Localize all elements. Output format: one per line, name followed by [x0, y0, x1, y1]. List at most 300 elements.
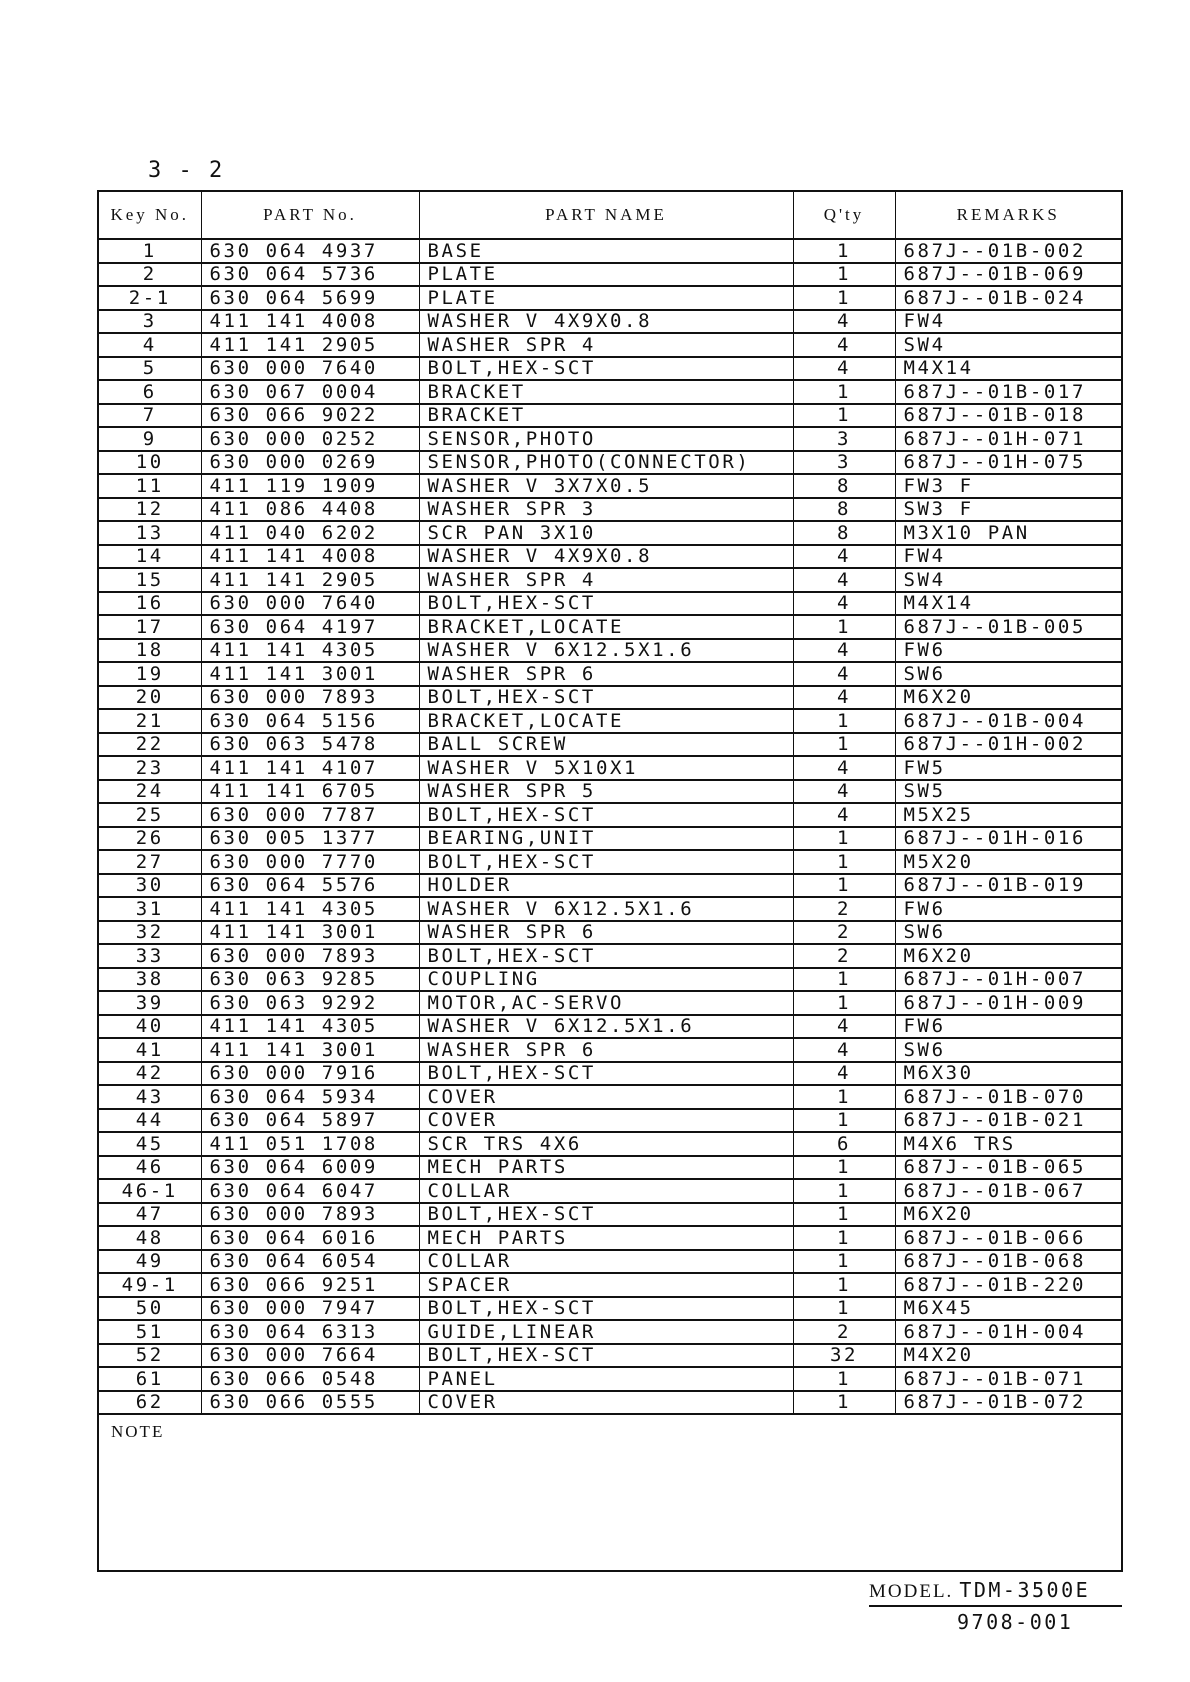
table-row: [99, 1062, 1121, 1086]
part-no-cell: 411 141 2905: [201, 568, 419, 592]
remarks-cell: 687J--01B-017: [895, 380, 1121, 404]
key-no-cell: 48: [99, 1226, 201, 1250]
table-row: [99, 921, 1121, 945]
qty-cell: 1: [793, 1273, 895, 1297]
qty-cell: 2: [793, 1320, 895, 1344]
document-number: 9708-001: [957, 1610, 1074, 1634]
model-line: [869, 1578, 1122, 1607]
table-row: [99, 639, 1121, 663]
key-no-cell: 39: [99, 991, 201, 1015]
key-no-cell: 25: [99, 803, 201, 827]
table-row: [99, 780, 1121, 804]
header-part-name: PART NAME: [419, 192, 793, 239]
part-name-cell: BALL SCREW: [419, 733, 793, 757]
part-name-cell: BRACKET,LOCATE: [419, 615, 793, 639]
part-name-cell: HOLDER: [419, 874, 793, 898]
remarks-cell: FW4: [895, 310, 1121, 334]
remarks-cell: 687J--01B-067: [895, 1179, 1121, 1203]
remarks-cell: 687J--01H-007: [895, 968, 1121, 992]
key-no-cell: 6: [99, 380, 201, 404]
table-row: [99, 380, 1121, 404]
qty-cell: 2: [793, 897, 895, 921]
key-no-cell: 1: [99, 239, 201, 263]
key-no-cell: 46: [99, 1156, 201, 1180]
part-name-cell: MECH PARTS: [419, 1156, 793, 1180]
key-no-cell: 2: [99, 263, 201, 287]
table-row: [99, 1344, 1121, 1368]
part-no-cell: 411 141 2905: [201, 333, 419, 357]
key-no-cell: 62: [99, 1391, 201, 1415]
remarks-cell: FW6: [895, 897, 1121, 921]
qty-cell: 1: [793, 850, 895, 874]
remarks-cell: M3X10 PAN: [895, 521, 1121, 545]
part-no-cell: 630 064 5736: [201, 263, 419, 287]
remarks-cell: M4X14: [895, 357, 1121, 381]
key-no-cell: 30: [99, 874, 201, 898]
remarks-cell: SW5: [895, 780, 1121, 804]
table-row: [99, 357, 1121, 381]
part-name-cell: WASHER SPR 6: [419, 1038, 793, 1062]
qty-cell: 4: [793, 545, 895, 569]
key-no-cell: 49-1: [99, 1273, 201, 1297]
qty-cell: 4: [793, 310, 895, 334]
table-row: [99, 874, 1121, 898]
qty-cell: 4: [793, 803, 895, 827]
remarks-cell: FW5: [895, 756, 1121, 780]
table-row: [99, 897, 1121, 921]
key-no-cell: 43: [99, 1085, 201, 1109]
key-no-cell: 23: [99, 756, 201, 780]
table-row: [99, 310, 1121, 334]
key-no-cell: 22: [99, 733, 201, 757]
remarks-cell: 687J--01B-004: [895, 709, 1121, 733]
table-row: [99, 1297, 1121, 1321]
part-name-cell: BOLT,HEX-SCT: [419, 850, 793, 874]
key-no-cell: 38: [99, 968, 201, 992]
part-name-cell: WASHER SPR 6: [419, 921, 793, 945]
part-no-cell: 411 119 1909: [201, 474, 419, 498]
part-no-cell: 630 064 6047: [201, 1179, 419, 1203]
qty-cell: 4: [793, 333, 895, 357]
part-no-cell: 630 000 0252: [201, 427, 419, 451]
part-name-cell: WASHER V 5X10X1: [419, 756, 793, 780]
part-no-cell: 630 000 7640: [201, 357, 419, 381]
table-row: [99, 1085, 1121, 1109]
part-name-cell: WASHER SPR 3: [419, 498, 793, 522]
table-row: [99, 498, 1121, 522]
part-name-cell: MOTOR,AC-SERVO: [419, 991, 793, 1015]
part-no-cell: 630 064 6054: [201, 1250, 419, 1274]
part-no-cell: 630 063 5478: [201, 733, 419, 757]
part-name-cell: GUIDE,LINEAR: [419, 1320, 793, 1344]
qty-cell: 1: [793, 1156, 895, 1180]
qty-cell: 8: [793, 498, 895, 522]
key-no-cell: 5: [99, 357, 201, 381]
qty-cell: 1: [793, 1226, 895, 1250]
table-row: [99, 686, 1121, 710]
part-name-cell: WASHER V 6X12.5X1.6: [419, 639, 793, 663]
table-row: [99, 615, 1121, 639]
qty-cell: 1: [793, 1085, 895, 1109]
key-no-cell: 21: [99, 709, 201, 733]
part-no-cell: 411 051 1708: [201, 1132, 419, 1156]
table-row: [99, 333, 1121, 357]
qty-cell: 1: [793, 615, 895, 639]
qty-cell: 1: [793, 263, 895, 287]
qty-cell: 1: [793, 1250, 895, 1274]
key-no-cell: 19: [99, 662, 201, 686]
table-row: [99, 545, 1121, 569]
remarks-cell: 687J--01B-070: [895, 1085, 1121, 1109]
table-row: [99, 1179, 1121, 1203]
key-no-cell: 10: [99, 451, 201, 475]
remarks-cell: 687J--01H-071: [895, 427, 1121, 451]
qty-cell: 1: [793, 1109, 895, 1133]
part-no-cell: 630 000 7947: [201, 1297, 419, 1321]
part-name-cell: WASHER V 6X12.5X1.6: [419, 897, 793, 921]
remarks-cell: M6X45: [895, 1297, 1121, 1321]
remarks-cell: SW6: [895, 921, 1121, 945]
qty-cell: 1: [793, 404, 895, 428]
part-no-cell: 411 141 3001: [201, 921, 419, 945]
remarks-cell: 687J--01B-018: [895, 404, 1121, 428]
remarks-cell: SW3 F: [895, 498, 1121, 522]
key-no-cell: 41: [99, 1038, 201, 1062]
model-value: TDM-3500E: [959, 1578, 1091, 1602]
key-no-cell: 50: [99, 1297, 201, 1321]
table-row: [99, 1015, 1121, 1039]
remarks-cell: FW6: [895, 639, 1121, 663]
remarks-cell: 687J--01H-075: [895, 451, 1121, 475]
qty-cell: 1: [793, 733, 895, 757]
remarks-cell: 687J--01H-016: [895, 827, 1121, 851]
header-qty: Q'ty: [793, 192, 895, 239]
table-row: [99, 404, 1121, 428]
qty-cell: 2: [793, 921, 895, 945]
part-name-cell: WASHER V 3X7X0.5: [419, 474, 793, 498]
part-name-cell: WASHER SPR 6: [419, 662, 793, 686]
part-name-cell: WASHER SPR 4: [419, 568, 793, 592]
part-name-cell: SPACER: [419, 1273, 793, 1297]
qty-cell: 1: [793, 380, 895, 404]
key-no-cell: 52: [99, 1344, 201, 1368]
part-no-cell: 630 000 7787: [201, 803, 419, 827]
part-name-cell: BRACKET: [419, 380, 793, 404]
part-name-cell: BRACKET: [419, 404, 793, 428]
table-row: [99, 1226, 1121, 1250]
part-name-cell: PLATE: [419, 263, 793, 287]
key-no-cell: 16: [99, 592, 201, 616]
qty-cell: 4: [793, 592, 895, 616]
qty-cell: 1: [793, 1367, 895, 1391]
key-no-cell: 51: [99, 1320, 201, 1344]
qty-cell: 8: [793, 474, 895, 498]
part-name-cell: COVER: [419, 1109, 793, 1133]
remarks-cell: SW6: [895, 662, 1121, 686]
table-row: [99, 1250, 1121, 1274]
qty-cell: 32: [793, 1344, 895, 1368]
part-no-cell: 630 066 9022: [201, 404, 419, 428]
remarks-cell: 687J--01B-024: [895, 286, 1121, 310]
table-row: [99, 756, 1121, 780]
table-row: [99, 944, 1121, 968]
part-name-cell: SCR PAN 3X10: [419, 521, 793, 545]
remarks-cell: 687J--01B-071: [895, 1367, 1121, 1391]
table-row: [99, 451, 1121, 475]
key-no-cell: 46-1: [99, 1179, 201, 1203]
part-no-cell: 411 141 4008: [201, 545, 419, 569]
remarks-cell: FW3 F: [895, 474, 1121, 498]
part-no-cell: 630 064 6313: [201, 1320, 419, 1344]
qty-cell: 4: [793, 686, 895, 710]
key-no-cell: 32: [99, 921, 201, 945]
qty-cell: 4: [793, 1015, 895, 1039]
part-name-cell: SCR TRS 4X6: [419, 1132, 793, 1156]
remarks-cell: M4X14: [895, 592, 1121, 616]
part-name-cell: BOLT,HEX-SCT: [419, 1344, 793, 1368]
remarks-cell: SW4: [895, 333, 1121, 357]
part-name-cell: WASHER V 4X9X0.8: [419, 310, 793, 334]
qty-cell: 4: [793, 662, 895, 686]
part-name-cell: BOLT,HEX-SCT: [419, 1062, 793, 1086]
key-no-cell: 33: [99, 944, 201, 968]
part-no-cell: 630 064 5156: [201, 709, 419, 733]
key-no-cell: 47: [99, 1203, 201, 1227]
part-no-cell: 411 141 6705: [201, 780, 419, 804]
qty-cell: 6: [793, 1132, 895, 1156]
part-no-cell: 630 000 7770: [201, 850, 419, 874]
key-no-cell: 12: [99, 498, 201, 522]
part-no-cell: 411 141 3001: [201, 662, 419, 686]
table-body: [99, 239, 1121, 1414]
part-no-cell: 630 064 5699: [201, 286, 419, 310]
remarks-cell: M5X25: [895, 803, 1121, 827]
remarks-cell: M6X20: [895, 686, 1121, 710]
part-name-cell: BOLT,HEX-SCT: [419, 803, 793, 827]
table-row: [99, 286, 1121, 310]
table-row: [99, 1367, 1121, 1391]
part-name-cell: BOLT,HEX-SCT: [419, 1297, 793, 1321]
table-row: [99, 521, 1121, 545]
qty-cell: 8: [793, 521, 895, 545]
key-no-cell: 4: [99, 333, 201, 357]
key-no-cell: 42: [99, 1062, 201, 1086]
remarks-cell: 687J--01H-009: [895, 991, 1121, 1015]
qty-cell: 1: [793, 1203, 895, 1227]
part-name-cell: BEARING,UNIT: [419, 827, 793, 851]
part-name-cell: BOLT,HEX-SCT: [419, 686, 793, 710]
qty-cell: 1: [793, 1391, 895, 1415]
part-name-cell: WASHER V 4X9X0.8: [419, 545, 793, 569]
header-remarks: REMARKS: [895, 192, 1121, 239]
part-no-cell: 630 066 0548: [201, 1367, 419, 1391]
qty-cell: 1: [793, 874, 895, 898]
table-row: [99, 427, 1121, 451]
table-row: [99, 1203, 1121, 1227]
table-row: [99, 991, 1121, 1015]
part-no-cell: 630 064 6016: [201, 1226, 419, 1250]
part-name-cell: BOLT,HEX-SCT: [419, 1203, 793, 1227]
part-no-cell: 630 000 7893: [201, 1203, 419, 1227]
qty-cell: 1: [793, 1297, 895, 1321]
remarks-cell: M6X20: [895, 1203, 1121, 1227]
part-no-cell: 630 064 4197: [201, 615, 419, 639]
qty-cell: 4: [793, 780, 895, 804]
note-label: NOTE: [111, 1422, 165, 1441]
qty-cell: 1: [793, 239, 895, 263]
qty-cell: 4: [793, 568, 895, 592]
remarks-cell: 687J--01B-019: [895, 874, 1121, 898]
part-no-cell: 630 063 9292: [201, 991, 419, 1015]
qty-cell: 1: [793, 286, 895, 310]
remarks-cell: 687J--01B-002: [895, 239, 1121, 263]
part-no-cell: 411 040 6202: [201, 521, 419, 545]
remarks-cell: M4X20: [895, 1344, 1121, 1368]
part-no-cell: 630 064 4937: [201, 239, 419, 263]
table-row: [99, 239, 1121, 263]
part-name-cell: SENSOR,PHOTO: [419, 427, 793, 451]
part-name-cell: BOLT,HEX-SCT: [419, 592, 793, 616]
part-no-cell: 411 086 4408: [201, 498, 419, 522]
table-row: [99, 263, 1121, 287]
table-row: [99, 1320, 1121, 1344]
key-no-cell: 17: [99, 615, 201, 639]
key-no-cell: 40: [99, 1015, 201, 1039]
part-no-cell: 630 064 5576: [201, 874, 419, 898]
remarks-cell: 687J--01B-065: [895, 1156, 1121, 1180]
qty-cell: 1: [793, 991, 895, 1015]
table-row: [99, 733, 1121, 757]
key-no-cell: 9: [99, 427, 201, 451]
key-no-cell: 61: [99, 1367, 201, 1391]
qty-cell: 4: [793, 1038, 895, 1062]
table-row: [99, 1132, 1121, 1156]
part-no-cell: 630 066 9251: [201, 1273, 419, 1297]
part-no-cell: 411 141 4008: [201, 310, 419, 334]
qty-cell: 3: [793, 427, 895, 451]
remarks-cell: 687J--01B-069: [895, 263, 1121, 287]
part-no-cell: 630 000 0269: [201, 451, 419, 475]
qty-cell: 1: [793, 709, 895, 733]
part-name-cell: MECH PARTS: [419, 1226, 793, 1250]
part-name-cell: PLATE: [419, 286, 793, 310]
key-no-cell: 14: [99, 545, 201, 569]
part-no-cell: 411 141 4305: [201, 1015, 419, 1039]
key-no-cell: 2-1: [99, 286, 201, 310]
header-key-no: Key No.: [99, 192, 201, 239]
table-row: [99, 827, 1121, 851]
part-name-cell: COLLAR: [419, 1179, 793, 1203]
header-part-no: PART No.: [201, 192, 419, 239]
remarks-cell: 687J--01B-066: [895, 1226, 1121, 1250]
table-row: [99, 568, 1121, 592]
table-row: [99, 474, 1121, 498]
part-no-cell: 630 000 7893: [201, 686, 419, 710]
key-no-cell: 13: [99, 521, 201, 545]
remarks-cell: M5X20: [895, 850, 1121, 874]
qty-cell: 4: [793, 357, 895, 381]
parts-table: [99, 192, 1121, 1415]
part-name-cell: WASHER V 6X12.5X1.6: [419, 1015, 793, 1039]
remarks-cell: 687J--01H-002: [895, 733, 1121, 757]
remarks-cell: 687J--01B-220: [895, 1273, 1121, 1297]
key-no-cell: 26: [99, 827, 201, 851]
qty-cell: 4: [793, 1062, 895, 1086]
key-no-cell: 20: [99, 686, 201, 710]
part-no-cell: 630 000 7664: [201, 1344, 419, 1368]
key-no-cell: 7: [99, 404, 201, 428]
table-row: [99, 850, 1121, 874]
qty-cell: 2: [793, 944, 895, 968]
table-row: [99, 1391, 1121, 1415]
table-row: [99, 803, 1121, 827]
part-no-cell: 630 066 0555: [201, 1391, 419, 1415]
part-name-cell: BRACKET,LOCATE: [419, 709, 793, 733]
part-name-cell: BOLT,HEX-SCT: [419, 357, 793, 381]
part-no-cell: 411 141 4305: [201, 639, 419, 663]
table-row: [99, 662, 1121, 686]
remarks-cell: 687J--01B-072: [895, 1391, 1121, 1415]
key-no-cell: 11: [99, 474, 201, 498]
qty-cell: 3: [793, 451, 895, 475]
table-header-row: [99, 192, 1121, 239]
remarks-cell: M6X30: [895, 1062, 1121, 1086]
part-name-cell: COVER: [419, 1085, 793, 1109]
key-no-cell: 3: [99, 310, 201, 334]
qty-cell: 1: [793, 827, 895, 851]
remarks-cell: 687J--01B-068: [895, 1250, 1121, 1274]
part-name-cell: COLLAR: [419, 1250, 793, 1274]
part-name-cell: WASHER SPR 4: [419, 333, 793, 357]
key-no-cell: 45: [99, 1132, 201, 1156]
table-row: [99, 1109, 1121, 1133]
table-row: [99, 592, 1121, 616]
key-no-cell: 18: [99, 639, 201, 663]
part-name-cell: COUPLING: [419, 968, 793, 992]
key-no-cell: 24: [99, 780, 201, 804]
part-no-cell: 411 141 4107: [201, 756, 419, 780]
table-row: [99, 1038, 1121, 1062]
part-no-cell: 630 064 5897: [201, 1109, 419, 1133]
page-number: 3 - 2: [148, 158, 225, 183]
part-no-cell: 411 141 3001: [201, 1038, 419, 1062]
part-name-cell: SENSOR,PHOTO(CONNECTOR): [419, 451, 793, 475]
qty-cell: 1: [793, 968, 895, 992]
key-no-cell: 15: [99, 568, 201, 592]
table-row: [99, 1273, 1121, 1297]
remarks-cell: SW4: [895, 568, 1121, 592]
remarks-cell: M4X6 TRS: [895, 1132, 1121, 1156]
parts-list-sheet: [97, 190, 1123, 1572]
remarks-cell: 687J--01B-021: [895, 1109, 1121, 1133]
table-row: [99, 968, 1121, 992]
table-row: [99, 709, 1121, 733]
key-no-cell: 27: [99, 850, 201, 874]
part-no-cell: 630 000 7640: [201, 592, 419, 616]
part-no-cell: 630 000 7893: [201, 944, 419, 968]
remarks-cell: SW6: [895, 1038, 1121, 1062]
qty-cell: 4: [793, 756, 895, 780]
table-row: [99, 1156, 1121, 1180]
part-name-cell: BASE: [419, 239, 793, 263]
part-name-cell: PANEL: [419, 1367, 793, 1391]
part-no-cell: 630 005 1377: [201, 827, 419, 851]
key-no-cell: 49: [99, 1250, 201, 1274]
part-no-cell: 630 067 0004: [201, 380, 419, 404]
qty-cell: 4: [793, 639, 895, 663]
part-no-cell: 630 064 5934: [201, 1085, 419, 1109]
part-name-cell: WASHER SPR 5: [419, 780, 793, 804]
